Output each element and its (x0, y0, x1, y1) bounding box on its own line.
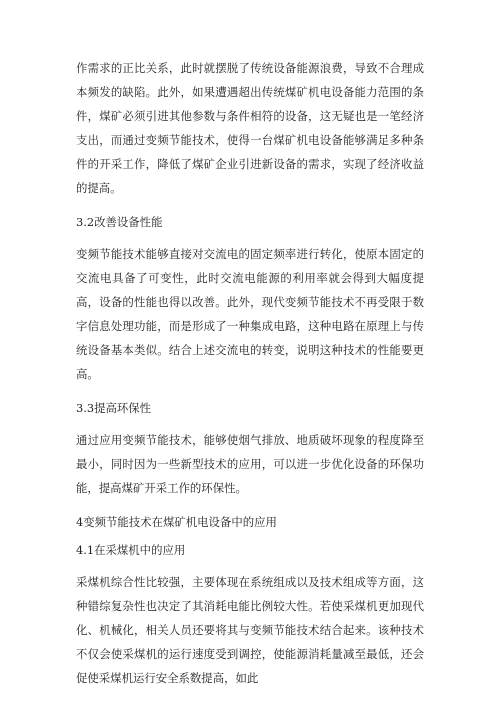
paragraph-economic-benefit: 作需求的正比关系，此时就摆脱了传统设备能源浪费，导致不合理成本频发的缺陷。此外，如果遭遇超出传统煤矿机电设备能力范围的条件，煤矿必须引进其他参数与条件相符的设备，这无疑也是一笔经济支出，而通过变频节能技术，使得一台煤矿机电设备能够满足多种条件的开采工作，降低了煤矿企业引进新设备的需求，实现了经济收益的提高。 (76, 61, 424, 195)
section-heading-3-3: 3.3提高环保性 (76, 401, 152, 415)
section-heading-3-2: 3.2改善设备性能 (76, 215, 163, 229)
section-heading-4-1: 4.1在采煤机中的应用 (76, 543, 186, 557)
paragraph-shearer: 采煤机综合性比较强，主要体现在系统组成以及技术组成等方面，这种错综复杂性也决定了其消耗电能比例较大性。若使采煤机更加现代化、机械化，相关人员还要将其与变频节能技术结合起来。该种技术不仅会使采煤机的运行速度受到调控，使能源消耗量减至最低，还会促使采煤机运行安全系数提高，如此 (76, 575, 424, 685)
paragraph-device-performance: 变频节能技术能够直接对交流电的固定频率进行转化，使原本固定的交流电具备了可变性，此时交流电能源的利用率就会得到大幅度提高，设备的性能也得以改善。此外，现代变频节能技术不再受限于数字信息处理功能，而是形成了一种集成电路，这种电路在原理上与传统设备基本类似。结合上述交流电的转变，说明这种技术的性能要更高。 (76, 247, 424, 381)
section-heading-4: 4变频节能技术在煤矿机电设备中的应用 (76, 515, 277, 529)
paragraph-environmental: 通过应用变频节能技术，能够使烟气排放、地质破坏现象的程度降至最小，同时因为一些新型技术的应用，可以进一步优化设备的环保功能，提高煤矿开采工作的环保性。 (76, 433, 424, 495)
